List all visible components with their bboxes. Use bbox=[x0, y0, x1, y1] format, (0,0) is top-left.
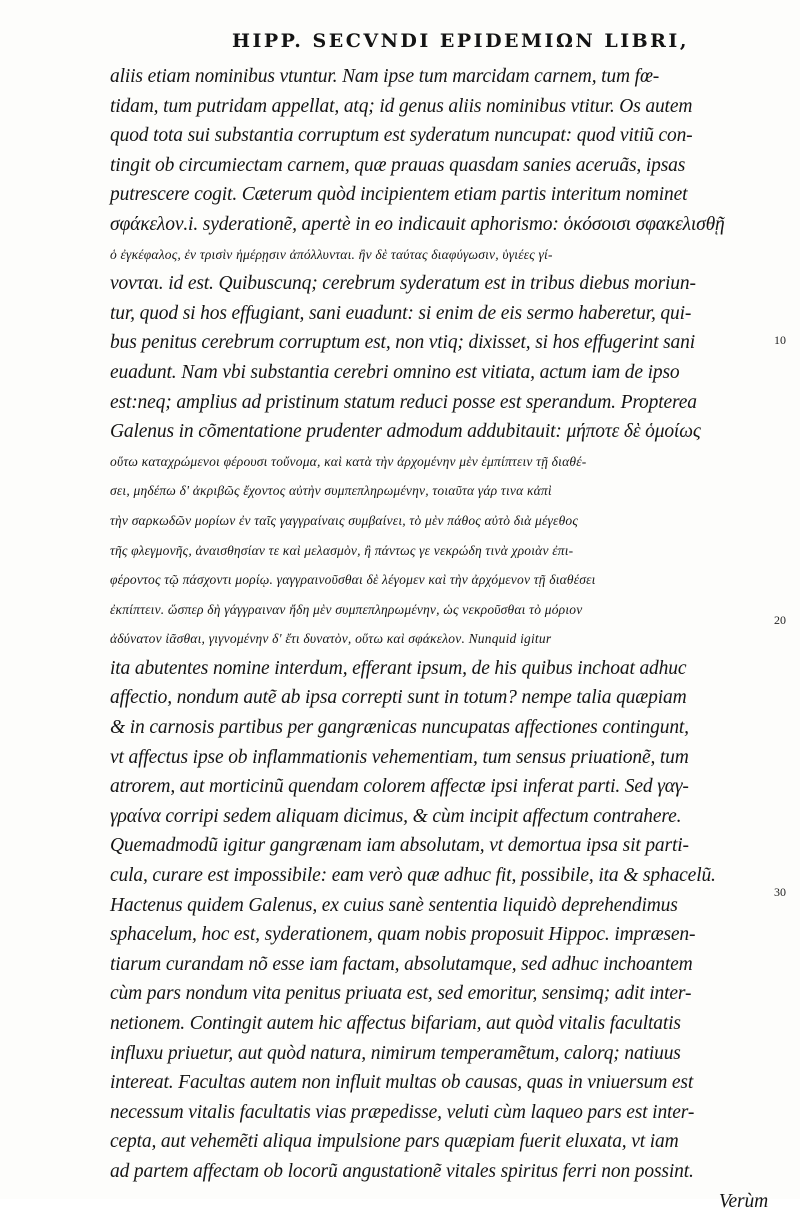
text-line: ἐκπίπτειν. ὥσπερ δὴ γάγγραιναν ἤδη μὲν συμπεπληρωμένην, ὡς νεκροῦσθαι τὸ μόριον bbox=[110, 601, 583, 617]
text-line: euadunt. Nam vbi substantia cerebri omnino est vitiata, actum iam de ipso bbox=[110, 361, 680, 383]
text-line: necessum vitalis facultatis vias præpedisse, veluti cùm laqueo pars est inter- bbox=[110, 1101, 695, 1123]
catchword: Verùm bbox=[718, 1190, 768, 1212]
text-line: atrorem, aut morticinũ quendam colorem affectæ ipsi inferat parti. Sed γαγ- bbox=[110, 776, 689, 798]
margin-line-number-30: 30 bbox=[774, 885, 786, 899]
text-line: cùm pars nondum vita penitus priuata est, sed emoritur, sensimq; adit inter- bbox=[110, 983, 692, 1005]
text-line: σει, μηδέπω δ' ἀκριβῶς ἔχοντος αὐτὴν συμπεπληρωμένην, τοιαῦτα γάρ τινα κἀπὶ bbox=[110, 483, 552, 499]
text-line: Galenus in cõmentatione prudenter admodum addubitauit: μήποτε δὲ ὁμοίως bbox=[110, 421, 701, 443]
text-line: σφάκελον.i. syderationẽ, apertè in eo indicauit aphorismo: ὁκόσοισι σφακελισθῇ bbox=[110, 213, 725, 235]
text-line: & in carnosis partibus per gangrænicas nuncupatas affectiones contingunt, bbox=[110, 717, 689, 739]
text-line: putrescere cogit. Cæterum quòd incipientem etiam partis interitum nominet bbox=[110, 184, 688, 206]
text-line: ita abutentes nomine interdum, efferant ipsum, de his quibus inchoat adhuc bbox=[110, 657, 687, 679]
text-line: vt affectus ipse ob inflammationis vehementiam, tum sensus priuationẽ, tum bbox=[110, 746, 689, 768]
text-line: τῆς φλεγμονῆς, ἀναισθησίαν τε καὶ μελασμὸν, ἢ πάντως γε νεκρώδη τινὰ χροιὰν ἐπι- bbox=[110, 542, 574, 558]
text-line: γραίνα corripi sedem aliquam dicimus, & cùm incipit affectum contrahere. bbox=[110, 805, 682, 827]
text-line: quod tota sui substantia corruptum est syderatum nuncupat: quod vitiũ con- bbox=[110, 125, 693, 147]
text-line: affectio, nondum autẽ ab ipsa correpti sunt in totum? nempe talia quæpiam bbox=[110, 687, 687, 709]
text-line: Quemadmodũ igitur gangrænam iam absolutam, vt demortua ipsa sit parti- bbox=[110, 835, 689, 857]
text-line: φέροντος τῷ πάσχοντι μορίῳ. γαγγραινοῦσθαι δὲ λέγομεν καὶ τὴν ἀρχόμενον τῇ διαθέσει bbox=[110, 572, 596, 588]
text-line: influxu priuetur, aut quòd natura, nimirum temperamẽtum, calorq; natiuus bbox=[110, 1042, 681, 1064]
text-line: tiarum curandam nõ esse iam factam, absolutamque, sed adhuc inchoantem bbox=[110, 953, 693, 975]
text-line: netionem. Contingit autem hic affectus bifariam, aut quòd vitalis facultatis bbox=[110, 1013, 681, 1034]
text-line: cula, curare est impossibile: eam verò quæ adhuc fit, possibile, ita & sphacelũ. bbox=[110, 865, 716, 887]
text-line: ad partem affectam ob locorũ angustationẽ vitales spiritus ferri non possint. bbox=[110, 1160, 694, 1182]
margin-line-number-10: 10 bbox=[774, 333, 786, 347]
text-line: Hactenus quidem Galenus, ex cuius sanè sententia liquidò deprehendimus bbox=[110, 894, 678, 916]
text-line: tingit ob circumiectam carnem, quæ prauas quasdam sanies aceruãs, ipsas bbox=[110, 154, 686, 176]
text-line: bus penitus cerebrum corruptum est, non vtiq; dixisset, si hos effugerint sani bbox=[110, 332, 695, 354]
text-line: οὕτω καταχρώμενοι φέρουσι τοὔνομα, καὶ κατὰ τὴν ἀρχομένην μὲν ἐμπίπτειν τῇ διαθέ- bbox=[110, 453, 587, 469]
text-line: intereat. Facultas autem non influit multas ob causas, quas in vniuersum est bbox=[110, 1072, 694, 1094]
text-line: τὴν σαρκωδῶν μορίων ἐν ταῖς γαγγραίναις συμβαίνει, τὸ μὲν πάθος αὐτὸ διὰ μέγεθος bbox=[110, 512, 579, 528]
text-line: ὁ ἐγκέφαλος, ἐν τρισὶν ἡμέρῃσιν ἀπόλλυνται. ἢν δὲ ταύτας διαφύγωσιν, ὑγιέες γί- bbox=[110, 246, 553, 262]
text-line: sphacelum, hoc est, syderationem, quam nobis proposuit Hippoc. impræsen- bbox=[110, 924, 696, 946]
page-body-text bbox=[110, 62, 770, 1216]
text-line: est:neq; amplius ad pristinum statum reduci posse est sperandum. Propterea bbox=[110, 391, 697, 413]
running-head: HIPP. SECVNDI EPIDEMIΩN LIBRI, bbox=[232, 30, 689, 52]
text-line: ἀδύνατον ἰᾶσθαι, γιγνομένην δ' ἔτι δυνατὸν, οὕτω καὶ σφάκελον. Nunquid igitur bbox=[110, 631, 552, 647]
text-line: tur, quod si hos effugiant, sani euadunt: si enim de eis sermo haberetur, qui- bbox=[110, 302, 692, 324]
text-line: tidam, tum putridam appellat, atq; id genus aliis nominibus vtitur. Os autem bbox=[110, 95, 693, 117]
text-line: aliis etiam nominibus vtuntur. Nam ipse tum marcidam carnem, tum fœ- bbox=[110, 66, 660, 87]
margin-line-number-20: 20 bbox=[774, 613, 786, 627]
text-line: cepta, aut vehemẽti aliqua impulsione pars quæpiam fuerit eluxata, vt iam bbox=[110, 1131, 679, 1153]
text-line: νονται. id est. Quibuscunq; cerebrum syderatum est in tribus diebus moriun- bbox=[110, 273, 696, 295]
